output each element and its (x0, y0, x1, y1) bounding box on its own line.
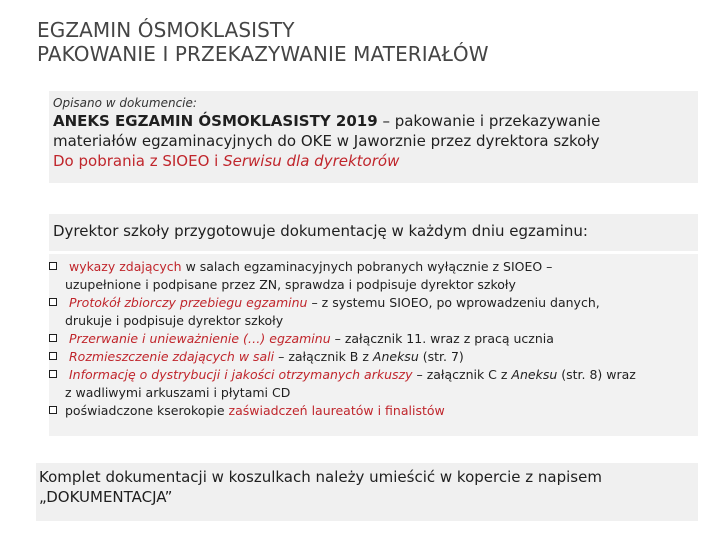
item-text: w salach egzaminacyjnych pobranych wyłącznie z SIOEO – (181, 259, 553, 274)
page-title (37, 18, 697, 66)
title-line-1: EGZAMIN ÓSMOKLASISTY (37, 18, 295, 42)
item-text: – z systemu SIOEO, po wprowadzeniu danych, (307, 295, 600, 310)
annex-title-rest: – pakowanie i przekazywanie (377, 112, 601, 130)
checkbox-bullet-icon (49, 352, 57, 360)
checkbox-bullet-icon (49, 262, 57, 270)
packaging-note-line-2: „DOKUMENTACJA” (39, 488, 173, 506)
item-highlight: Protokół zbiorczy przebiegu egzaminu (69, 295, 308, 310)
title-line-2: PAKOWANIE I PRZEKAZYWANIE MATERIAŁÓW (37, 42, 489, 66)
list-item (49, 294, 698, 330)
documents-list (49, 254, 698, 436)
item-text-tail: (str. 8) wraz (557, 367, 636, 382)
checkbox-bullet-icon (49, 406, 57, 414)
list-item (49, 348, 698, 366)
list-item (49, 258, 698, 294)
download-source: Serwisu dla dyrektorów (223, 152, 400, 170)
item-highlight: zaświadczeń laureatów i finalistów (228, 403, 445, 418)
annex-subtitle-line: materiałów egzaminacyjnych do OKE w Jaworznie przez dyrektora szkoły (53, 132, 600, 150)
item-text: – załącznik 11. wraz z pracą ucznia (330, 331, 554, 346)
item-text-cont: uzupełnione i podpisane przez ZN, sprawdza i podpisuje dyrektor szkoły (65, 277, 516, 292)
item-text-italic: Aneksu (511, 367, 558, 382)
packaging-note-box (36, 463, 698, 521)
download-info (53, 151, 698, 171)
item-text-cont: z wadliwymi arkuszami i płytami CD (65, 385, 291, 400)
item-highlight: Informację o dystrybucji i jakości otrzymanych arkuszy (69, 367, 413, 382)
item-highlight: Rozmieszczenie zdających w sali (69, 349, 275, 364)
checkbox-bullet-icon (49, 370, 57, 378)
item-text-italic: Aneksu (372, 349, 419, 364)
item-text: – załącznik C z (412, 367, 512, 382)
intro-box (49, 214, 698, 251)
intro-text: Dyrektor szkoły przygotowuje dokumentację w każdym dniu egzaminu: (53, 222, 588, 240)
item-highlight: wykazy zdających (69, 259, 182, 274)
annex-title-line (53, 111, 698, 131)
list-item (49, 330, 698, 348)
checkbox-bullet-icon (49, 334, 57, 342)
list-item (49, 366, 698, 402)
item-text: – załącznik B z (274, 349, 373, 364)
checkbox-bullet-icon (49, 298, 57, 306)
packaging-note-line-1: Komplet dokumentacji w koszulkach należy umieścić w kopercie z napisem (39, 468, 602, 486)
item-text-cont: drukuje i podpisuje dyrektor szkoły (65, 313, 284, 328)
list-item (49, 402, 698, 420)
download-text: Do pobrania z SIOEO i (53, 152, 224, 170)
item-text-tail: (str. 7) (418, 349, 464, 364)
described-label: Opisano w dokumencie: (53, 96, 197, 110)
annex-title: ANEKS EGZAMIN ÓSMOKLASISTY 2019 (53, 112, 378, 130)
item-highlight: Przerwanie i unieważnienie (…) egzaminu (69, 331, 331, 346)
document-description-box (49, 91, 698, 183)
item-prefix: poświadczone kserokopie (65, 403, 229, 418)
